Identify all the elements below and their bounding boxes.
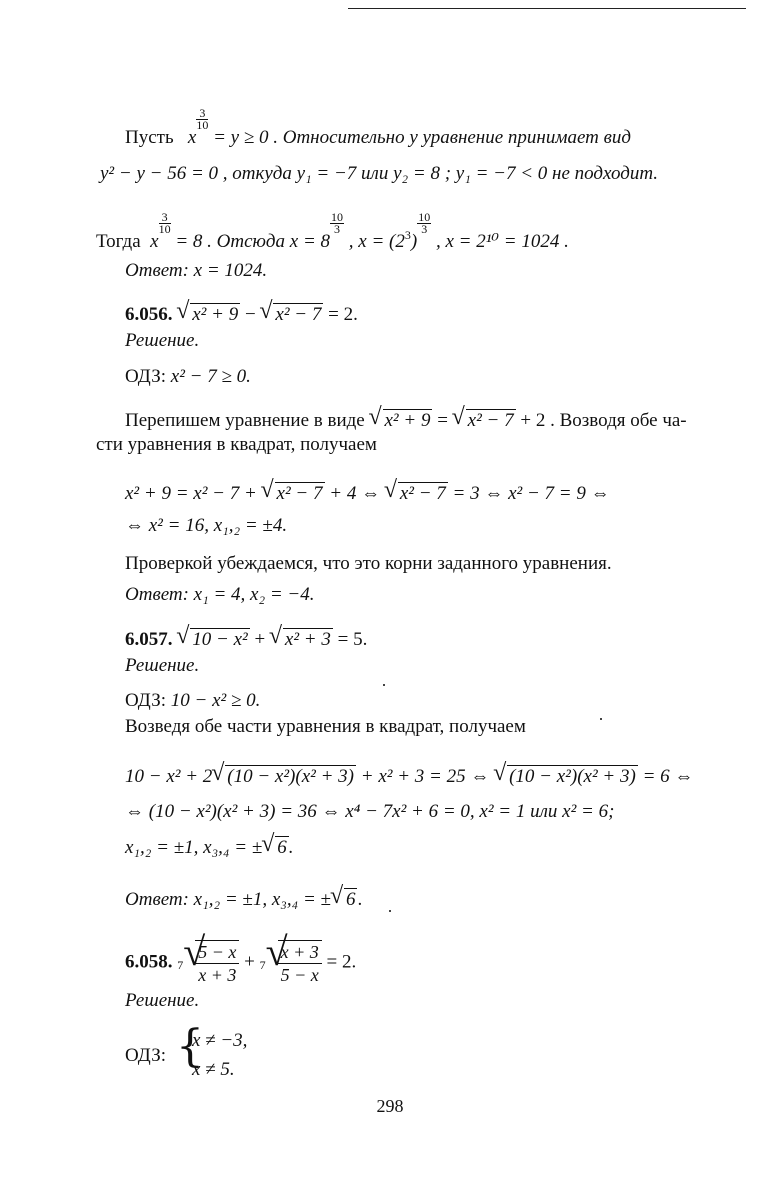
radicand-9: (10 − x²)(x² + 3) — [227, 766, 354, 787]
power-of-two-text: , x = (2 — [348, 231, 405, 252]
minus-sign: − — [244, 304, 256, 325]
exponent-fraction-4 — [417, 212, 431, 235]
solution-label-3: Решение. — [125, 990, 200, 1011]
eq3-part-c: = 6 ⇔ — [637, 766, 694, 787]
equals-two: = 2. — [328, 304, 358, 325]
exponent-fraction-2 — [159, 212, 171, 235]
problem-number-6057: 6.057. — [125, 629, 173, 650]
radical-sign-2: √ — [265, 928, 288, 974]
substitution-text: = y ≥ 0 . Относительно y уравнение принимает вид — [213, 127, 631, 148]
radicand-4: x² − 7 — [467, 410, 514, 431]
exp-numerator-2: 3 — [159, 212, 171, 224]
equation-4: ⇔ (10 − x²)(x² + 3) = 36 ⇔ x⁴ − 7x² + 6 = 0, x² = 1 или x² = 6; — [125, 801, 615, 822]
eq3-part-a: 10 − x² + 2 — [125, 766, 213, 787]
solution-label-2: Решение. — [125, 655, 200, 676]
inner-exponent: 3 — [404, 228, 411, 242]
odz-3-label-line — [125, 1045, 166, 1067]
eq1-part-a: x² + 9 = x² − 7 + — [125, 483, 262, 504]
equation-2: ⇔ x² = 16, x₁,₂ = ±4. — [125, 515, 288, 536]
fraction-2-numerator: x + 3 — [278, 941, 322, 964]
scan-speck-2 — [600, 718, 602, 720]
sqrt-1 — [178, 303, 240, 326]
problem-6057 — [125, 628, 367, 651]
odz-value-2: 10 − x² ≥ 0. — [170, 690, 261, 711]
square-text: Возведя обе части уравнения в квадрат, получаем — [125, 716, 526, 737]
sqrt-7 — [178, 628, 249, 651]
root-index-2: 7 — [259, 957, 266, 972]
close-paren: ) — [410, 231, 418, 252]
scan-speck-1 — [383, 684, 385, 686]
system-brace: { — [176, 1021, 204, 1072]
sqrt-8 — [271, 628, 333, 651]
rewrite-equals: = — [437, 410, 448, 431]
odz-label-1: ОДЗ: — [125, 366, 167, 387]
hence-text: = 8 . Отсюда x = 8 — [175, 231, 331, 252]
exp-numerator-3: 10 — [331, 210, 344, 224]
equals-two-2: = 2. — [326, 951, 357, 973]
rewrite-line-1 — [125, 409, 687, 432]
answer-1 — [125, 260, 267, 282]
sqrt-9 — [213, 765, 356, 788]
radicand-5: x² − 7 — [276, 483, 323, 504]
then-word: Тогда — [96, 231, 141, 252]
radicand-8: x² + 3 — [284, 629, 331, 650]
exp-denominator-4: 3 — [421, 222, 428, 236]
sqrt-10 — [495, 765, 638, 788]
eq1-part-c: = 3 ⇔ x² − 7 = 9 ⇔ — [447, 483, 610, 504]
answer-label-2: Ответ: — [125, 584, 189, 605]
odz-label-3: ОДЗ: — [125, 1045, 167, 1066]
exp-numerator: 3 — [196, 108, 208, 120]
answer-label-1: Ответ: — [125, 260, 189, 281]
sqrt-4 — [454, 409, 516, 432]
scan-speck-3 — [389, 910, 391, 912]
answer-value-3a: x₁,₂ = ±1, x₃,₄ = ± — [193, 889, 331, 910]
answer-label-3: Ответ: — [125, 889, 189, 910]
exp-denominator-3: 3 — [334, 222, 341, 236]
exp-denominator-2: 10 — [158, 222, 171, 236]
rewrite-text-b: + 2 . Возводя обе ча- — [520, 410, 687, 431]
seventh-root-2 — [259, 928, 322, 988]
rewrite-line-2: сти уравнения в квадрат, получаем — [96, 434, 377, 455]
problem-number-6058: 6.058. — [125, 951, 173, 973]
text-line-1 — [125, 106, 631, 149]
answer-value-2: x₁ = 4, x₂ = −4. — [193, 584, 315, 605]
problem-number-6056: 6.056. — [125, 304, 173, 325]
equals-five: = 5. — [337, 629, 368, 650]
sqrt-12 — [332, 888, 358, 911]
page-number: 298 — [376, 1096, 404, 1116]
radicand-10: (10 − x²)(x² + 3) — [509, 766, 636, 787]
problem-6056 — [125, 303, 358, 326]
answer-value-1: x = 1024. — [193, 260, 268, 281]
odz-1 — [125, 366, 251, 388]
equation-1 — [125, 482, 610, 505]
solution-label-1: Решение. — [125, 330, 200, 351]
odz-condition-1: x ≠ −3, — [192, 1030, 248, 1051]
answer-value-3b: . — [357, 889, 363, 910]
text-line-3 — [96, 210, 569, 253]
seventh-root-1 — [177, 928, 239, 988]
sqrt-2 — [261, 303, 323, 326]
fraction-2-denominator: 5 − x — [280, 965, 319, 986]
x-power — [178, 106, 209, 148]
base-x: x — [187, 127, 197, 148]
exp-numerator-4: 10 — [418, 210, 431, 224]
answer-3 — [125, 888, 362, 911]
root-index-1: 7 — [177, 957, 184, 972]
odz-label-2: ОДЗ: — [125, 690, 167, 711]
let-word: Пусть — [125, 127, 174, 148]
radical-sign-1: √ — [183, 928, 206, 974]
exponent-fraction — [196, 108, 208, 131]
sqrt-11 — [263, 836, 289, 859]
problem-6058 — [125, 928, 357, 987]
radicand-6: x² − 7 — [399, 483, 446, 504]
equation-3 — [125, 765, 693, 788]
sqrt-3 — [371, 409, 433, 432]
text-line-2: y² − y − 56 = 0 , откуда y₁ = −7 или y₂ = 8 ; y₁ = −7 < 0 не подходит. — [100, 163, 659, 184]
plus-sign-2: + — [244, 951, 255, 973]
sqrt-6 — [386, 482, 448, 505]
odz-2 — [125, 690, 260, 712]
eq1-part-b: + 4 ⇔ — [324, 483, 385, 504]
exp-denominator: 10 — [196, 118, 209, 132]
base-x-2: x — [150, 231, 159, 252]
eq3-part-b: + x² + 3 = 25 ⇔ — [356, 766, 495, 787]
fraction-1-numerator: 5 − x — [195, 941, 239, 964]
radicand-3: x² + 9 — [384, 410, 431, 431]
result-text: , x = 2¹⁰ = 1024 . — [435, 231, 569, 252]
x-power-2 — [145, 210, 171, 252]
odz-value-1: x² − 7 ≥ 0. — [170, 366, 251, 387]
radicand-2: x² − 7 — [275, 304, 322, 325]
sqrt-5 — [263, 482, 325, 505]
check-text: Проверкой убеждаемся, что это корни заданного уравнения. — [125, 553, 612, 574]
equation-5 — [125, 836, 294, 859]
rewrite-text-a: Перепишем уравнение в виде — [125, 410, 365, 431]
radicand-11: 6 — [277, 837, 287, 858]
plus-sign: + — [254, 629, 266, 650]
exponent-fraction-3 — [330, 212, 344, 235]
radicand-7: 10 − x² — [192, 629, 248, 650]
odz-condition-2: x ≠ 5. — [192, 1059, 235, 1080]
radicand-12: 6 — [345, 889, 356, 910]
eq5-part-a: x₁,₂ = ±1, x₃,₄ = ± — [125, 837, 263, 858]
fraction-1-denominator: x + 3 — [198, 965, 237, 986]
answer-2 — [125, 584, 314, 606]
radicand-1: x² + 9 — [192, 304, 239, 325]
eq5-part-b: . — [288, 837, 294, 858]
